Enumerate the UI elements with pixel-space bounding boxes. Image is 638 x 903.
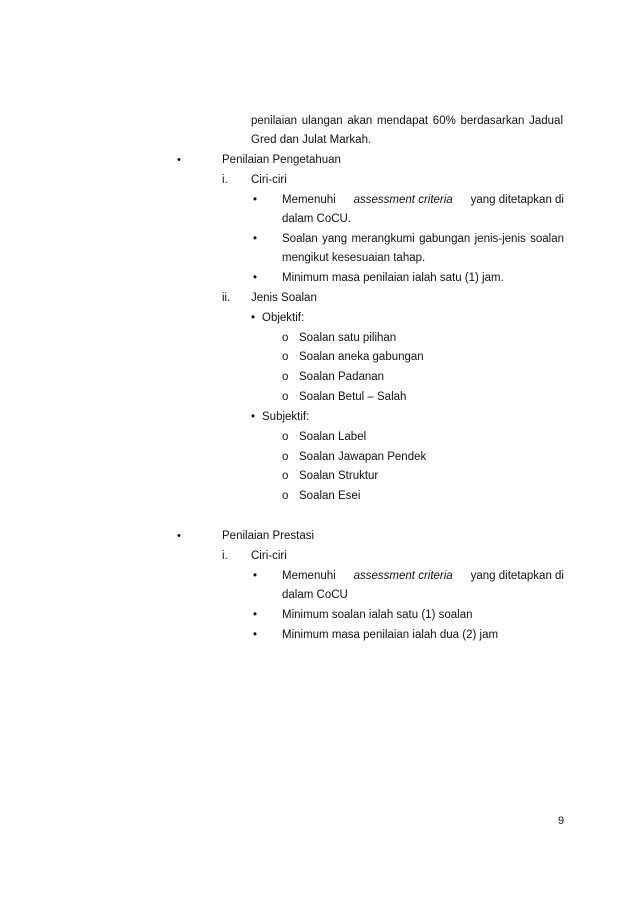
subjektif-item: Soalan Struktur xyxy=(299,470,379,482)
bullet: • xyxy=(253,609,258,621)
prestasi-ciri-item-1 xyxy=(282,569,564,583)
pengetahuan-ciri-label: Ciri-ciri xyxy=(251,174,287,186)
pengetahuan-ciri-item-1 xyxy=(282,193,564,207)
bullet: • xyxy=(251,312,256,324)
subjektif-label: Subjektif: xyxy=(262,411,310,423)
page-number: 9 xyxy=(558,815,565,827)
objektif-item: Soalan satu pilihan xyxy=(299,332,397,344)
objektif-item: Soalan aneka gabungan xyxy=(299,351,424,363)
bullet: • xyxy=(251,411,256,423)
jenis-label: Jenis Soalan xyxy=(251,292,317,304)
section-bullet-prestasi: • xyxy=(177,530,181,542)
bullet: • xyxy=(253,629,258,641)
objektif-label: Objektif: xyxy=(262,312,305,324)
circle-bullet: o xyxy=(282,371,289,383)
bullet: • xyxy=(253,194,258,206)
circle-bullet: o xyxy=(282,332,289,344)
jenis-num: ii. xyxy=(222,292,231,304)
heading-pengetahuan: Penilaian Pengetahuan xyxy=(222,154,341,166)
subjektif-item: Soalan Jawapan Pendek xyxy=(299,451,427,463)
pengetahuan-ciri-num: i. xyxy=(222,174,228,186)
subjektif-item: Soalan Esei xyxy=(299,490,361,502)
prestasi-ciri-item-2: Minimum soalan ialah satu (1) soalan xyxy=(282,609,473,621)
prestasi-ciri-num: i. xyxy=(222,550,228,562)
circle-bullet: o xyxy=(282,391,289,403)
prestasi-ciri-item-3: Minimum masa penilaian ialah dua (2) jam xyxy=(282,629,499,641)
item-text: Memenuhi xyxy=(282,194,336,206)
bullet: • xyxy=(253,272,258,284)
circle-bullet: o xyxy=(282,490,289,502)
item-text: yang ditetapkan di xyxy=(470,194,564,206)
bullet: • xyxy=(253,570,258,582)
item-emphasis: assessment criteria xyxy=(353,570,453,582)
item-emphasis: assessment criteria xyxy=(353,194,453,206)
prestasi-ciri-item-1-line-2: dalam CoCU xyxy=(282,589,348,601)
pengetahuan-ciri-item-2-line-2: mengikut kesesuaian tahap. xyxy=(282,252,426,264)
item-text: Memenuhi xyxy=(282,570,336,582)
heading-prestasi: Penilaian Prestasi xyxy=(222,530,315,542)
pengetahuan-ciri-item-1-line-2: dalam CoCU. xyxy=(282,213,352,225)
circle-bullet: o xyxy=(282,431,289,443)
objektif-item: Soalan Padanan xyxy=(299,371,385,383)
section-bullet-pengetahuan: • xyxy=(177,154,181,166)
subjektif-item: Soalan Label xyxy=(299,431,367,443)
prestasi-ciri-label: Ciri-ciri xyxy=(251,550,287,562)
intro-line-2: Gred dan Julat Markah. xyxy=(251,134,372,146)
pengetahuan-ciri-item-3: Minimum masa penilaian ialah satu (1) jam. xyxy=(282,272,504,284)
circle-bullet: o xyxy=(282,351,289,363)
intro-line-1: penilaian ulangan akan mendapat 60% berdasarkan Jadual xyxy=(251,115,563,127)
pengetahuan-ciri-item-2: Soalan yang merangkumi gabungan jenis-jenis soalan xyxy=(282,233,564,245)
bullet: • xyxy=(253,233,258,245)
item-text: yang ditetapkan di xyxy=(470,570,564,582)
circle-bullet: o xyxy=(282,451,289,463)
objektif-item: Soalan Betul – Salah xyxy=(299,391,407,403)
circle-bullet: o xyxy=(282,470,289,482)
